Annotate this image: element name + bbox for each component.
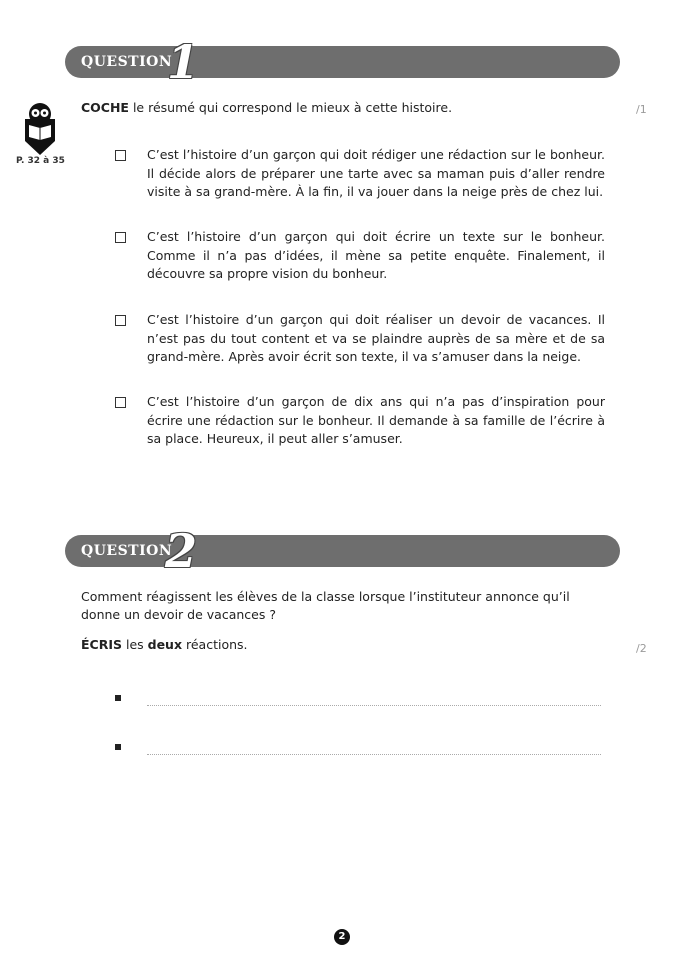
- option-3-checkbox[interactable]: [115, 315, 126, 326]
- answer-1-bullet: [115, 695, 121, 701]
- instruction-verb: ÉCRIS: [81, 637, 122, 652]
- option-4-checkbox[interactable]: [115, 397, 126, 408]
- question-2-label: QUESTION: [81, 543, 173, 559]
- question-1-score: /1: [636, 103, 647, 116]
- question-2-score: /2: [636, 642, 647, 655]
- instruction-emphasis: deux: [147, 637, 183, 652]
- option-1-checkbox[interactable]: [115, 150, 126, 161]
- question-1-banner: [65, 35, 620, 89]
- instruction-text: réactions.: [182, 637, 248, 652]
- reader-icon: [23, 101, 57, 157]
- page-reference: P. 32 à 35: [16, 156, 65, 166]
- question-1-instruction: [81, 99, 452, 117]
- instruction-text: les: [122, 637, 148, 652]
- option-3-text: C’est l’histoire d’un garçon qui doit réaliser un devoir de vacances. Il n’est pas du tout content et va se plaindre auprès de sa mère et de sa grand-mère. Après avoir écrit son texte, il va s’amuser dans la neige.: [147, 312, 605, 364]
- answer-2-bullet: [115, 744, 121, 750]
- answer-2-line[interactable]: [147, 754, 601, 755]
- option-2-checkbox[interactable]: [115, 232, 126, 243]
- question-2-instruction: [81, 636, 248, 654]
- option-4-text: C’est l’histoire d’un garçon de dix ans qui n’a pas d’inspiration pour écrire une rédaction sur le bonheur. Il demande à sa famille de l’écrire à sa place. Heureux, il peut aller s’amuser.: [147, 394, 605, 446]
- instruction-verb: COCHE: [81, 100, 129, 115]
- instruction-text: le résumé qui correspond le mieux à cette histoire.: [128, 100, 453, 115]
- option-2-text: C’est l’histoire d’un garçon qui doit écrire un texte sur le bonheur. Comme il n’a pas d’idées, il mène sa petite enquête. Finalement, il découvre sa propre vision du bonheur.: [147, 229, 605, 281]
- question-2-number: 2: [165, 524, 198, 578]
- question-1-number: 1: [167, 35, 200, 89]
- question-2-banner: [65, 524, 620, 578]
- option-1-text: C’est l’histoire d’un garçon qui doit rédiger une rédaction sur le bonheur. Il décide alors de préparer une tarte avec sa maman puis d’aller rendre visite à sa grand-mère. À la fin, il va jouer dans la neige près de chez lui.: [147, 147, 605, 199]
- question-1-label: QUESTION: [81, 54, 173, 70]
- page-number: 2: [334, 929, 350, 945]
- question-2-prompt: Comment réagissent les élèves de la classe lorsque l’instituteur annonce qu’il donne un devoir de vacances ?: [81, 589, 570, 622]
- answer-1-line[interactable]: [147, 705, 601, 706]
